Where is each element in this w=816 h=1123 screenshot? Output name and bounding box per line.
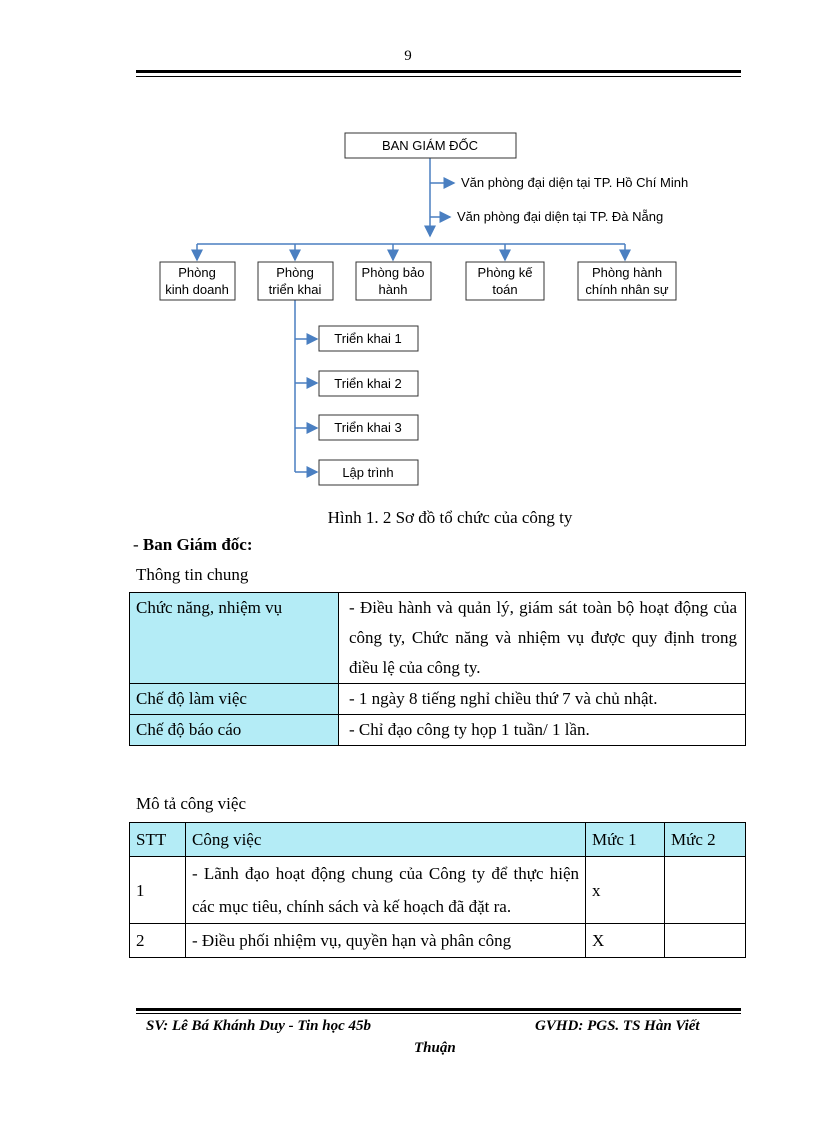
footer-advisor-continued: Thuận [414, 1040, 456, 1056]
table-row [130, 684, 746, 715]
header-task: Công việc [186, 823, 586, 857]
dept-1-line1: Phòng [178, 265, 216, 280]
dept-5-line1: Phòng hành [591, 265, 663, 280]
section-dash: - [133, 535, 143, 554]
info-key: Chế độ báo cáo [130, 715, 339, 746]
dept-3-line1: Phòng bảo [361, 265, 425, 280]
table-row [130, 593, 746, 684]
top-box-label: BAN GIÁM ĐỐC [381, 138, 479, 153]
branch-hcm: Văn phòng đại diện tại TP. Hồ Chí Minh [461, 175, 689, 190]
row-level-1: X [586, 924, 665, 958]
general-info-table [129, 592, 746, 746]
footer-rule [136, 1008, 741, 1011]
dept-3-line2: hành [378, 282, 408, 297]
row-level-2 [665, 857, 746, 924]
header-stt: STT [130, 823, 186, 857]
dept-4-line2: toán [492, 282, 518, 297]
table-row [130, 715, 746, 746]
job-description-label: Mô tả công việc [136, 794, 246, 813]
row-level-2 [665, 924, 746, 958]
info-value: - Điều hành và quản lý, giám sát toàn bộ hoạt động của công ty, Chức năng và nhiệm vụ được quy định trong điều lệ của công ty. [339, 593, 746, 684]
header-level-1: Mức 1 [586, 823, 665, 857]
page-number: 9 [404, 48, 412, 64]
section-heading [133, 535, 252, 555]
figure-caption: Hình 1. 2 Sơ đồ tổ chức của công ty [327, 508, 573, 527]
dept-5-line2: chính nhân sự [585, 282, 669, 297]
footer-advisor: GVHD: PGS. TS Hàn Viết [535, 1018, 700, 1034]
table-header-row [130, 823, 746, 857]
sub-unit-1: Triển khai 1 [334, 331, 402, 346]
row-level-1: x [586, 857, 665, 924]
section-title: Ban Giám đốc: [142, 535, 253, 554]
branch-danang: Văn phòng đại diện tại TP. Đà Nẵng [457, 209, 664, 224]
general-info-label: Thông tin chung [136, 565, 249, 584]
org-chart [0, 0, 816, 510]
row-stt: 1 [130, 857, 186, 924]
dept-2-line1: Phòng [276, 265, 314, 280]
dept-2-line2: triển khai [268, 282, 322, 297]
job-description-table [129, 822, 746, 958]
table-row [130, 924, 746, 958]
row-task: - Điều phối nhiệm vụ, quyền hạn và phân công [186, 924, 586, 958]
row-stt: 2 [130, 924, 186, 958]
header-level-2: Mức 2 [665, 823, 746, 857]
sub-unit-4: Lập trình [342, 465, 394, 480]
footer-rule-thin [136, 1013, 741, 1014]
info-value: - 1 ngày 8 tiếng nghỉ chiều thứ 7 và chủ nhật. [339, 684, 746, 715]
sub-unit-2: Triển khai 2 [334, 376, 402, 391]
table-row [130, 857, 746, 924]
row-task: - Lãnh đạo hoạt động chung của Công ty để thực hiện các mục tiêu, chính sách và kế hoạch đã đặt ra. [186, 857, 586, 924]
info-key: Chế độ làm việc [130, 684, 339, 715]
dept-4-line1: Phòng kế [477, 265, 533, 280]
dept-1-line2: kinh doanh [165, 282, 229, 297]
info-value: - Chỉ đạo công ty họp 1 tuần/ 1 lần. [339, 715, 746, 746]
footer-student: SV: Lê Bá Khánh Duy - Tin học 45b [146, 1018, 372, 1034]
info-key: Chức năng, nhiệm vụ [130, 593, 339, 684]
sub-unit-3: Triển khai 3 [334, 420, 402, 435]
